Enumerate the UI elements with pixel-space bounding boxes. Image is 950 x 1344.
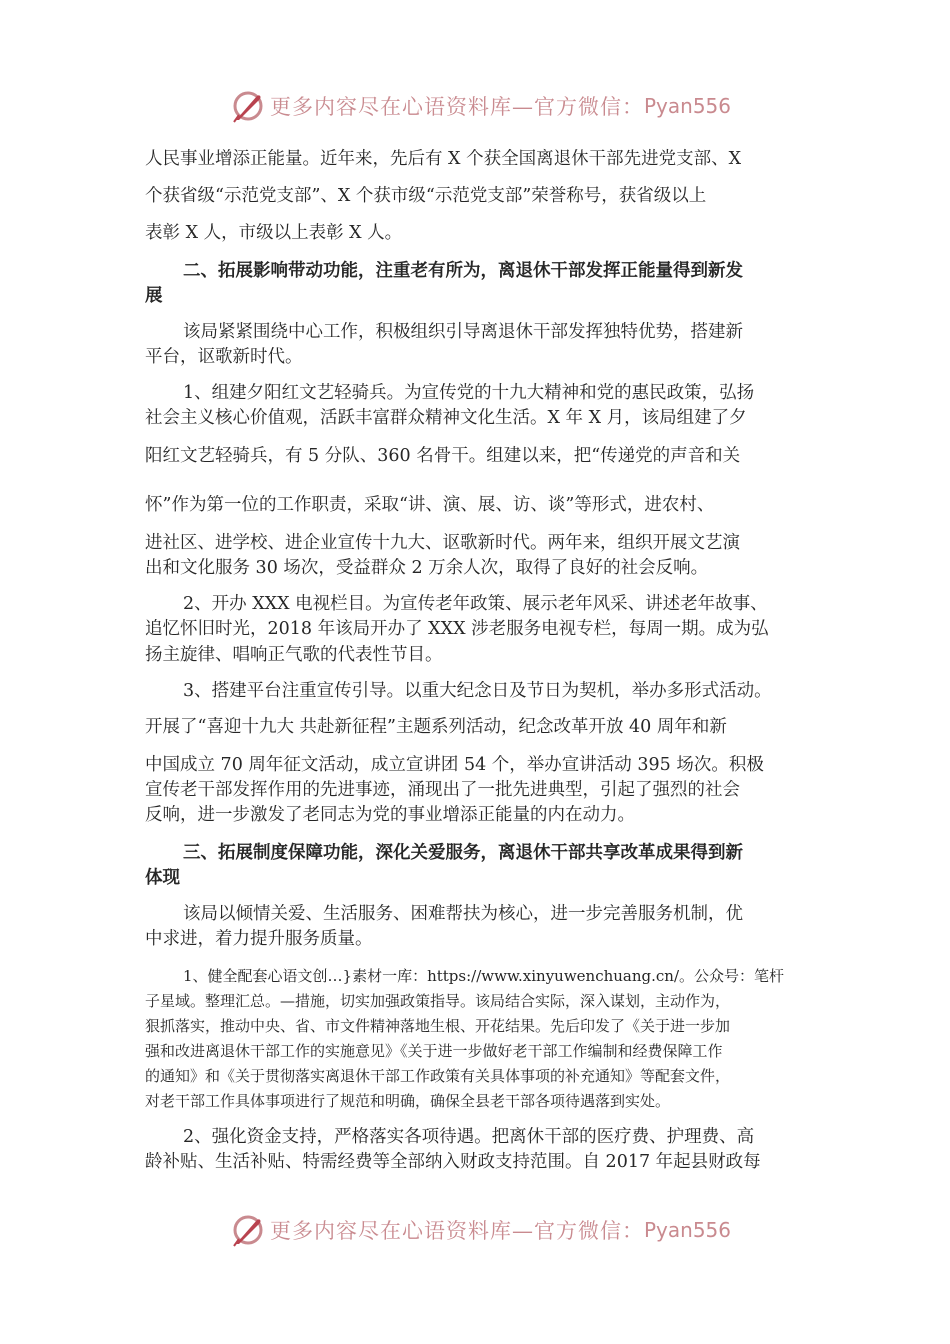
paragraph-line: 1、组建夕阳红文艺轻骑兵。为宣传党的十九大精神和党的惠民政策，弘扬	[183, 383, 755, 403]
paragraph-line: 2、强化资金支持，严格落实各项待遇。把离休干部的医疗费、护理费、高	[183, 1127, 755, 1147]
header-watermark-banner	[230, 86, 731, 126]
footer-watermark-banner	[230, 1210, 731, 1250]
section-heading-3-cont: 体现	[145, 868, 180, 888]
banner-wechat-id: Pyan556	[644, 1218, 732, 1242]
paragraph-line: 平台，讴歌新时代。	[145, 347, 303, 367]
paragraph-line: 该局紧紧围绕中心工作，积极组织引导离退休干部发挥独特优势，搭建新	[183, 322, 743, 342]
paragraph-line: 反响，进一步激发了老同志为党的事业增添正能量的内在动力。	[145, 805, 635, 825]
paragraph-line: 子星域。整理汇总。—措施，切实加强政策指导。该局结合实际，深入谋划，主动作为，	[145, 992, 731, 1010]
paragraph-line: 扬主旋律、唱响正气歌的代表性节目。	[145, 645, 443, 665]
feather-pen-logo-icon	[230, 88, 266, 124]
paragraph-line: 的通知》和《关于贯彻落实离退休干部工作政策有关具体事项的补充通知》等配套文件，	[145, 1067, 731, 1085]
paragraph-line: 2、开办 XXX 电视栏目。为宣传老年政策、展示老年风采、讲述老年故事、	[183, 594, 768, 614]
paragraph-line: 开展了“喜迎十九大 共赴新征程”主题系列活动，纪念改革开放 40 周年和新	[145, 717, 727, 737]
paragraph-line: 进社区、进学校、进企业宣传十九大、讴歌新时代。两年来，组织开展文艺演	[145, 533, 740, 553]
banner-text: 更多内容尽在心语资料库—官方微信：	[270, 1219, 644, 1243]
paragraph-line: 中求进，着力提升服务质量。	[145, 929, 373, 949]
paragraph-line: 宣传老干部发挥作用的先进事迹，涌现出了一批先进典型，引起了强烈的社会	[145, 780, 740, 800]
paragraph-line: 个获省级“示范党支部”、X 个获市级“示范党支部”荣誉称号，获省级以上	[145, 186, 707, 206]
paragraph-line: 狠抓落实，推动中央、省、市文件精神落地生根、开花结果。先后印发了《关于进一步加	[145, 1017, 731, 1035]
section-heading-2: 二、拓展影响带动功能，注重老有所为，离退休干部发挥正能量得到新发	[183, 261, 743, 281]
paragraph-line: 龄补贴、生活补贴、特需经费等全部纳入财政支持范围。自 2017 年起县财政每	[145, 1152, 761, 1172]
paragraph-line: 追忆怀旧时光，2018 年该局开办了 XXX 涉老服务电视专栏，每周一期。成为弘	[145, 619, 769, 639]
paragraph-line: 该局以倾情关爱、生活服务、困难帮扶为核心，进一步完善服务机制，优	[183, 904, 743, 924]
banner-text: 更多内容尽在心语资料库—官方微信：	[270, 95, 644, 119]
paragraph-line: 3、搭建平台注重宣传引导。以重大纪念日及节日为契机，举办多形式活动。	[183, 681, 772, 701]
paragraph-line: 中国成立 70 周年征文活动，成立宣讲团 54 个，举办宣讲活动 395 场次。积极	[145, 755, 764, 775]
section-heading-3: 三、拓展制度保障功能，深化关爱服务，离退休干部共享改革成果得到新	[183, 843, 743, 863]
paragraph-line: 对老干部工作具体事项进行了规范和明确，确保全县老干部各项待遇落到实处。	[145, 1092, 671, 1110]
paragraph-line: 强和改进离退休干部工作的实施意见》《关于进一步做好老干部工作编制和经费保障工作	[145, 1042, 723, 1060]
paragraph-line: 阳红文艺轻骑兵，有 5 分队、360 名骨干。组建以来，把“传递党的声音和关	[145, 446, 741, 466]
paragraph-line: 出和文化服务 30 场次，受益群众 2 万余人次，取得了良好的社会反响。	[145, 558, 709, 578]
paragraph-line: 人民事业增添正能量。近年来，先后有 X 个获全国离退休干部先进党支部、X	[145, 149, 742, 169]
paragraph-line: 怀”作为第一位的工作职责，采取“讲、演、展、访、谈”等形式，进农村、	[145, 495, 715, 515]
paragraph-line: 表彰 X 人，市级以上表彰 X 人。	[145, 223, 403, 243]
paragraph-line: 社会主义核心价值观，活跃丰富群众精神文化生活。X 年 X 月，该局组建了夕	[145, 408, 747, 428]
paragraph-line: 1、健全配套心语文创…}素材一库：https://www.xinyuwenchuang.cn/。公众号：笔杆	[183, 967, 785, 985]
section-heading-2-cont: 展	[145, 286, 163, 306]
banner-wechat-id: Pyan556	[644, 94, 732, 118]
feather-pen-logo-icon	[230, 1212, 266, 1248]
